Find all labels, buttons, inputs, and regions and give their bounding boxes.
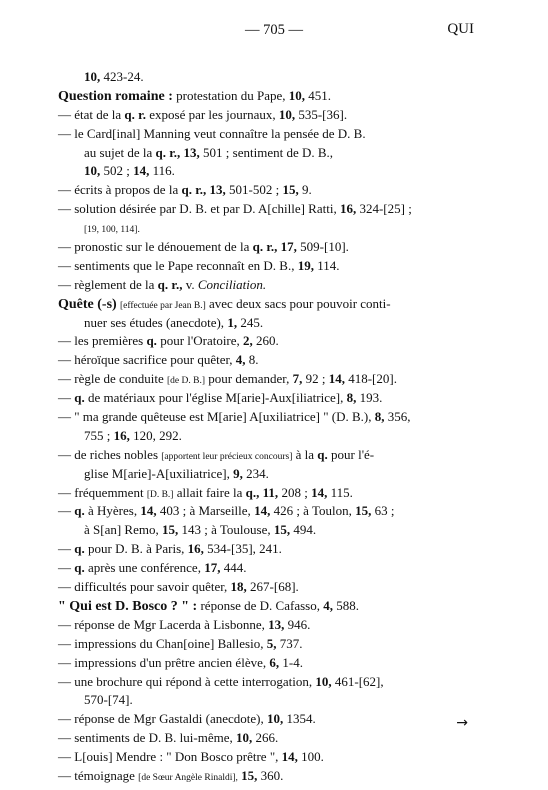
index-line: [58, 370, 478, 389]
volume-ref: 4,: [235, 352, 246, 368]
index-line: [58, 484, 478, 503]
volume-ref: 10,: [267, 711, 284, 727]
index-line: [58, 332, 478, 351]
entry-text: 501 ; sentiment de D. B.,: [199, 144, 334, 160]
entry-text: — " ma grande quêteuse est M[arie] A[uxiliatrice] " (D. B.),: [58, 409, 375, 425]
entry-text: — sentiments que le Pape reconnaît en D. B.,: [58, 257, 298, 273]
index-line: [58, 578, 478, 597]
entry-text: 266.: [252, 730, 279, 746]
entry-text: 8.: [245, 352, 259, 368]
index-line: [58, 238, 478, 257]
index-line: [58, 710, 478, 729]
index-line: [58, 427, 478, 446]
entry-text: 360.: [257, 767, 284, 783]
index-line: [58, 616, 478, 635]
volume-ref: 13,: [209, 182, 226, 198]
index-line: [58, 68, 478, 87]
entry-text: pour l'é-: [327, 446, 375, 462]
entry-text: Conciliation.: [197, 276, 267, 292]
volume-ref: q. r.,: [157, 276, 183, 292]
entry-text: — solution désirée par D. B. et par D. A[chille] Ratti,: [58, 201, 340, 217]
volume-ref: q.: [74, 503, 85, 519]
continue-arrow-icon: →: [456, 715, 468, 731]
entry-text: 501-502 ;: [225, 182, 283, 198]
entry-text: —: [58, 541, 75, 557]
entry-text: de matériaux pour l'église M[arie]-Aux[iliatrice],: [84, 390, 347, 406]
entry-text: — règlement de la: [58, 276, 158, 292]
entry-text: avec deux sacs pour pouvoir conti-: [205, 295, 391, 311]
volume-ref: 13,: [183, 144, 200, 160]
volume-ref: q.,: [245, 484, 260, 500]
entry-heading: Quête (-s): [58, 296, 117, 312]
index-line: [58, 767, 478, 786]
volume-ref: 17,: [280, 239, 297, 255]
entry-text: —: [58, 390, 75, 406]
index-line: [58, 540, 478, 559]
entry-text: — une brochure qui répond à cette interrogation,: [58, 673, 316, 689]
entry-text: 451.: [305, 87, 332, 103]
entry-text: — pronostic sur le dénouement de la: [58, 239, 253, 255]
index-line: [58, 521, 478, 540]
entry-text: — fréquemment: [58, 484, 147, 500]
entry-text: 63 ;: [371, 503, 395, 519]
volume-ref: 14,: [254, 503, 271, 519]
index-line: [58, 162, 478, 181]
running-head: QUI: [447, 21, 474, 37]
volume-ref: 10,: [84, 69, 101, 84]
index-line: [58, 351, 478, 370]
entry-text: exposé par les journaux,: [145, 106, 279, 122]
volume-ref: 5,: [266, 635, 277, 651]
entry-text: 418-[20].: [344, 371, 397, 387]
entry-text: 356,: [384, 409, 411, 425]
volume-ref: 8,: [374, 409, 385, 425]
index-line: [58, 106, 478, 125]
volume-ref: 16,: [113, 427, 130, 443]
volume-ref: 14,: [140, 503, 157, 519]
index-line: [58, 87, 478, 106]
entry-text: — L[ouis] Mendre : " Don Bosco prêtre ",: [58, 749, 282, 765]
entry-text: pour D. B. à Paris,: [84, 541, 188, 557]
volume-ref: 15,: [355, 503, 372, 519]
entry-text: 115.: [327, 484, 353, 500]
index-line: [58, 465, 478, 484]
volume-ref: q.: [317, 446, 328, 462]
entry-text: — sentiments de D. B. lui-même,: [58, 730, 237, 746]
entry-text: 9.: [298, 182, 312, 198]
index-line: [58, 200, 478, 219]
volume-ref: 11,: [262, 484, 279, 500]
volume-ref: 15,: [161, 522, 179, 538]
volume-ref: q.: [146, 333, 157, 349]
entry-text: 100.: [297, 749, 324, 765]
index-line: [58, 673, 478, 692]
volume-ref: q.: [74, 560, 85, 576]
entry-text: 461-[62],: [331, 673, 384, 689]
entry-text: 92 ;: [302, 371, 329, 387]
index-line: [58, 408, 478, 427]
volume-ref: q. r.,: [155, 144, 181, 160]
entry-text: [de D. B.]: [167, 376, 206, 387]
entry-text: protestation du Pape,: [172, 87, 289, 103]
entry-text: — le Card[inal] Manning veut connaître la pensée de D. B.: [58, 125, 366, 141]
entry-text: 193.: [356, 390, 383, 406]
entry-text: — impressions du Chan[oine] Ballesio,: [58, 635, 267, 651]
entry-text: [de Sœur Angèle Rinaldi],: [138, 772, 238, 783]
index-line: [58, 748, 478, 767]
entry-text: allait faire la: [173, 484, 246, 500]
entry-text: à S[an] Remo,: [84, 522, 162, 538]
entry-text: v.: [182, 276, 198, 292]
volume-ref: 14,: [281, 749, 298, 765]
volume-ref: 8,: [346, 390, 357, 406]
entry-text: au sujet de la: [84, 144, 156, 160]
entry-text: réponse de D. Cafasso,: [197, 597, 324, 613]
entry-text: pour l'Oratoire,: [156, 333, 244, 349]
entry-text: [apportent leur précieux concours]: [161, 451, 293, 462]
entry-text: [D. B.]: [146, 489, 174, 500]
volume-ref: 10,: [84, 163, 101, 179]
entry-text: après une conférence,: [84, 560, 205, 576]
volume-ref: q. r.,: [252, 239, 278, 255]
volume-ref: 6,: [269, 654, 280, 670]
entry-text: 245.: [237, 314, 264, 330]
volume-ref: q. r.,: [181, 182, 207, 198]
entry-text: 116.: [149, 163, 175, 179]
volume-ref: 1,: [227, 314, 238, 330]
entry-heading: Question romaine :: [58, 88, 173, 104]
entry-text: 737.: [276, 635, 303, 651]
volume-ref: q. r.: [124, 106, 146, 122]
entry-text: —: [58, 503, 75, 519]
index-entries: [58, 68, 478, 786]
volume-ref: 16,: [339, 201, 357, 217]
entry-text: glise M[arie]-A[uxiliatrice],: [84, 465, 234, 481]
entry-text: 570-[74].: [84, 692, 133, 708]
index-line: [58, 446, 478, 465]
entry-text: — écrits à propos de la: [58, 182, 182, 198]
entry-text: 260.: [252, 333, 279, 349]
entry-text: 1-4.: [279, 654, 303, 670]
volume-ref: 15,: [241, 767, 258, 783]
entry-text: [19, 100, 114].: [84, 225, 140, 236]
entry-text: 494.: [290, 522, 317, 538]
index-line: [58, 559, 478, 578]
index-line: [58, 314, 478, 333]
index-line: [58, 654, 478, 673]
volume-ref: 16,: [187, 541, 204, 557]
entry-text: 535-[36].: [295, 106, 348, 122]
volume-ref: 17,: [204, 560, 221, 576]
volume-ref: 13,: [268, 616, 285, 632]
index-line: [58, 729, 478, 748]
index-line: [58, 144, 478, 163]
volume-ref: q.: [74, 541, 85, 557]
entry-text: 1354.: [283, 711, 316, 727]
volume-ref: 14,: [311, 484, 328, 500]
entry-text: [effectuée par Jean B.]: [119, 300, 206, 311]
entry-text: — héroïque sacrifice pour quêter,: [58, 352, 236, 368]
index-line: [58, 125, 478, 144]
index-line: [58, 502, 478, 521]
volume-ref: 10,: [315, 673, 332, 689]
entry-heading: " Qui est D. Bosco ? " :: [58, 598, 198, 614]
volume-ref: 15,: [273, 522, 291, 538]
volume-ref: q.: [74, 390, 85, 406]
entry-text: — difficultés pour savoir quêter,: [58, 579, 231, 595]
volume-ref: 10,: [278, 106, 296, 122]
index-line: [58, 295, 478, 314]
entry-text: 403 ; à Marseille,: [156, 503, 255, 519]
index-line: [58, 219, 478, 238]
volume-ref: 9,: [233, 465, 243, 481]
entry-text: — réponse de Mgr Lacerda à Lisbonne,: [58, 616, 269, 632]
index-line: [58, 276, 478, 295]
index-line: [58, 257, 478, 276]
entry-text: 114.: [313, 257, 340, 273]
entry-text: 267-[68].: [246, 579, 299, 595]
entry-text: à Hyères,: [84, 503, 141, 519]
entry-text: 234.: [242, 465, 269, 481]
entry-text: 120, 292.: [129, 427, 182, 443]
entry-text: — règle de conduite: [58, 371, 168, 387]
entry-text: 143 ; à Toulouse,: [178, 522, 274, 538]
index-line: [58, 635, 478, 654]
entry-text: 588.: [332, 597, 359, 613]
volume-ref: 4,: [323, 597, 333, 613]
entry-text: 208 ;: [278, 484, 312, 500]
index-line: [58, 389, 478, 408]
entry-text: à la: [292, 446, 318, 462]
entry-text: 444.: [220, 560, 247, 576]
entry-text: pour demander,: [205, 371, 293, 387]
volume-ref: 18,: [230, 579, 247, 595]
volume-ref: 14,: [133, 163, 150, 179]
volume-ref: 15,: [282, 182, 299, 198]
volume-ref: 7,: [292, 371, 303, 387]
entry-text: 426 ; à Toulon,: [270, 503, 356, 519]
entry-text: — de riches nobles: [58, 446, 162, 462]
entry-text: — état de la: [58, 106, 125, 122]
entry-text: 502 ;: [100, 163, 134, 179]
entry-text: — les premières: [58, 333, 147, 349]
index-line: [58, 181, 478, 200]
entry-text: 534-[35], 241.: [203, 541, 282, 557]
entry-text: 509-[10].: [296, 239, 349, 255]
page-number: — 705 —: [245, 22, 303, 38]
entry-text: — impressions d'un prêtre ancien élève,: [58, 654, 270, 670]
volume-ref: 10,: [288, 87, 306, 103]
entry-text: —: [58, 560, 75, 576]
entry-text: 946.: [284, 616, 311, 632]
entry-text: 324-[25] ;: [356, 201, 412, 217]
volume-ref: 19,: [297, 257, 314, 273]
index-line: [58, 597, 478, 616]
volume-ref: 14,: [328, 371, 345, 387]
volume-ref: 10,: [236, 730, 253, 746]
volume-ref: 2,: [243, 333, 253, 349]
index-line: [58, 691, 478, 710]
entry-text: 755 ;: [84, 427, 114, 443]
entry-text: nuer ses études (anecdote),: [84, 314, 228, 330]
entry-text: — réponse de Mgr Gastaldi (anecdote),: [58, 711, 268, 727]
entry-text: 423-24.: [100, 69, 144, 84]
entry-text: — témoignage: [58, 767, 139, 783]
